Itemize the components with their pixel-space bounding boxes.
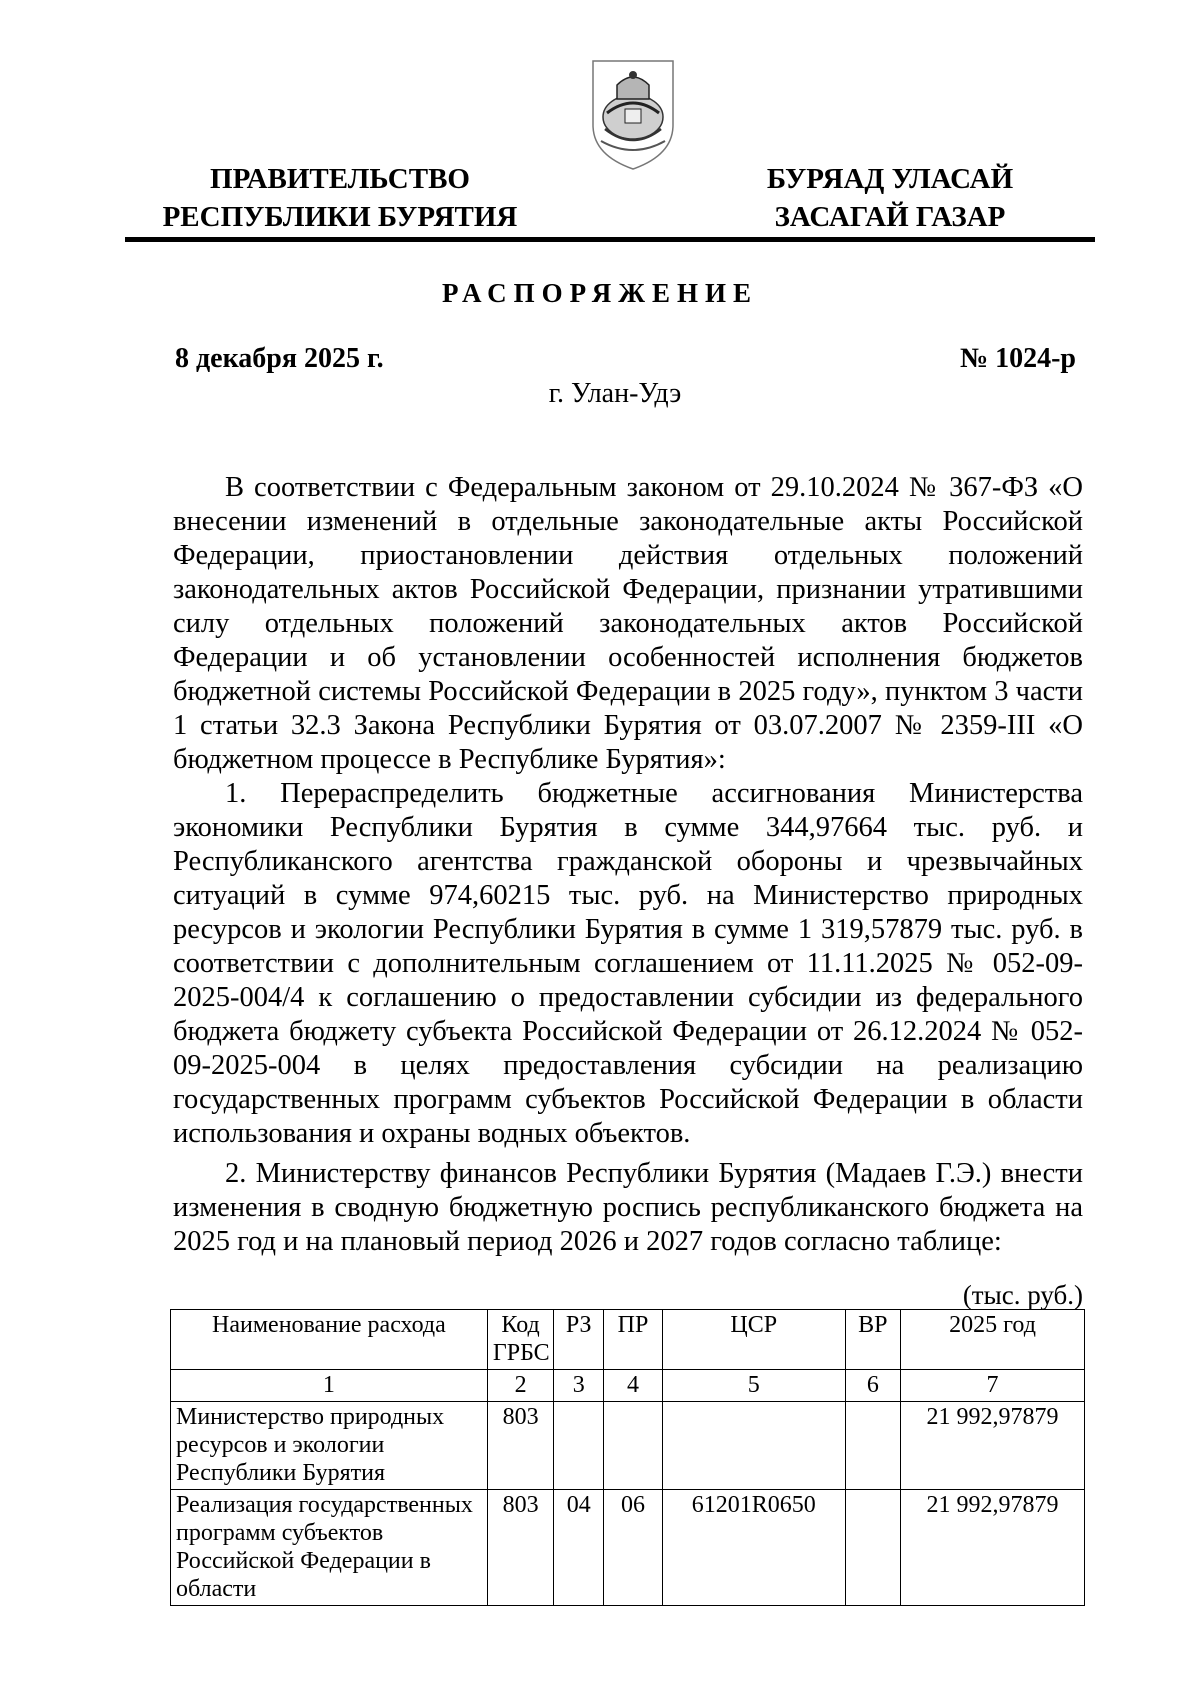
table-index-cell: 1 [171,1370,488,1402]
document-number: № 1024-р [959,343,1076,374]
header-left [160,160,520,236]
table-cell-vr [845,1490,900,1606]
paragraph-item-1: 1. Перераспределить бюджетные ассигнования Министерства экономики Республики Бурятия в сумме 344,97664 тыс. руб. и Республиканского агентства гражданской обороны и чрезвычайных ситуаций в сумме 974,60215 тыс. руб. на Министерство природных ресурсов и экологии Республики Бурятия в сумме 1 319,57879 тыс. руб. в соответствии с дополнительным соглашением от 11.11.2025 № 052-09-2025-004/4 к соглашению о предоставлении субсидии из федерального бюджета бюджету субъекта Российской Федерации от 26.12.2024 № 052-09-2025-004 в целях предоставления субсидии на реализацию государственных программ субъектов Российской Федерации в области использования и охраны водных объектов. [173,778,1083,1149]
document-city: г. Улан-Удэ [548,378,682,409]
budget-table [170,1309,1085,1606]
document-body-2 [173,1157,1083,1259]
table-cell-grbs: 803 [487,1490,553,1606]
table-index-cell: 4 [604,1370,663,1402]
table-index-cell: 2 [487,1370,553,1402]
table-cell-name: Министерство природных ресурсов и экологии Республики Бурятия [171,1402,488,1490]
table-header-cell: ЦСР [662,1310,845,1370]
table-cell-vr [845,1402,900,1490]
table-cell-name: Реализация государственных программ субъектов Российской Федерации в области [171,1490,488,1606]
table-row [171,1490,1085,1606]
paragraph-intro: В соответствии с Федеральным законом от 29.10.2024 № 367-ФЗ «О внесении изменений в отдельные законодательные акты Российской Федерации, приостановлении действия отдельных положений законодательных актов Российской Федерации, признании утратившими силу отдельных положений законодательных актов Российской Федерации и об установлении особенностей исполнения бюджетов бюджетной системы Российской Федерации в 2025 году», пунктом 3 части 1 статьи 32.3 Закона Республики Бурятия от 03.07.2007 № 2359-III «О бюджетном процессе в Республике Бурятия»: [173,472,1083,775]
table-cell-pr [604,1402,663,1490]
paragraph-item-2: 2. Министерству финансов Республики Бурятия (Мадаев Г.Э.) внести изменения в сводную бюджетную роспись республиканского бюджета на 2025 год и на плановый период 2026 и 2027 годов согласно таблице: [173,1158,1083,1257]
table-cell-csr: 61201R0650 [662,1490,845,1606]
document-body [173,471,1083,1151]
table-index-cell: 5 [662,1370,845,1402]
table-cell-amount: 21 992,97879 [901,1402,1085,1490]
table-header-row [171,1310,1085,1370]
table-index-row [171,1370,1085,1402]
header-left-line2: РЕСПУБЛИКИ БУРЯТИЯ [162,201,518,233]
table-index-cell: 3 [554,1370,604,1402]
table-cell-rz [554,1402,604,1490]
table-cell-rz: 04 [554,1490,604,1606]
table-unit: (тыс. руб.) [962,1280,1083,1310]
table-index-cell: 6 [845,1370,900,1402]
table-cell-amount: 21 992,97879 [901,1490,1085,1606]
header-left-line1: ПРАВИТЕЛЬСТВО [210,163,470,195]
document-date: 8 декабря 2025 г. [175,343,384,374]
table-header-cell: 2025 год [901,1310,1085,1370]
table-row [171,1402,1085,1490]
table-cell-grbs: 803 [487,1402,553,1490]
table-header-cell: Наименование расхода [171,1310,488,1370]
header-right-line2: ЗАСАГАЙ ГАЗАР [774,201,1006,233]
table-header-cell: ВР [845,1310,900,1370]
coat-of-arms-icon [587,55,679,173]
table-cell-csr [662,1402,845,1490]
table-header-cell: Код ГРБС [487,1310,553,1370]
header-divider [125,237,1095,242]
header-right [735,160,1045,236]
table-cell-pr: 06 [604,1490,663,1606]
header-right-line1: БУРЯАД УЛАСАЙ [766,163,1014,195]
table-header-cell: РЗ [554,1310,604,1370]
table-header-cell: ПР [604,1310,663,1370]
table-index-cell: 7 [901,1370,1085,1402]
document-type: РАСПОРЯЖЕНИЕ [441,278,759,308]
